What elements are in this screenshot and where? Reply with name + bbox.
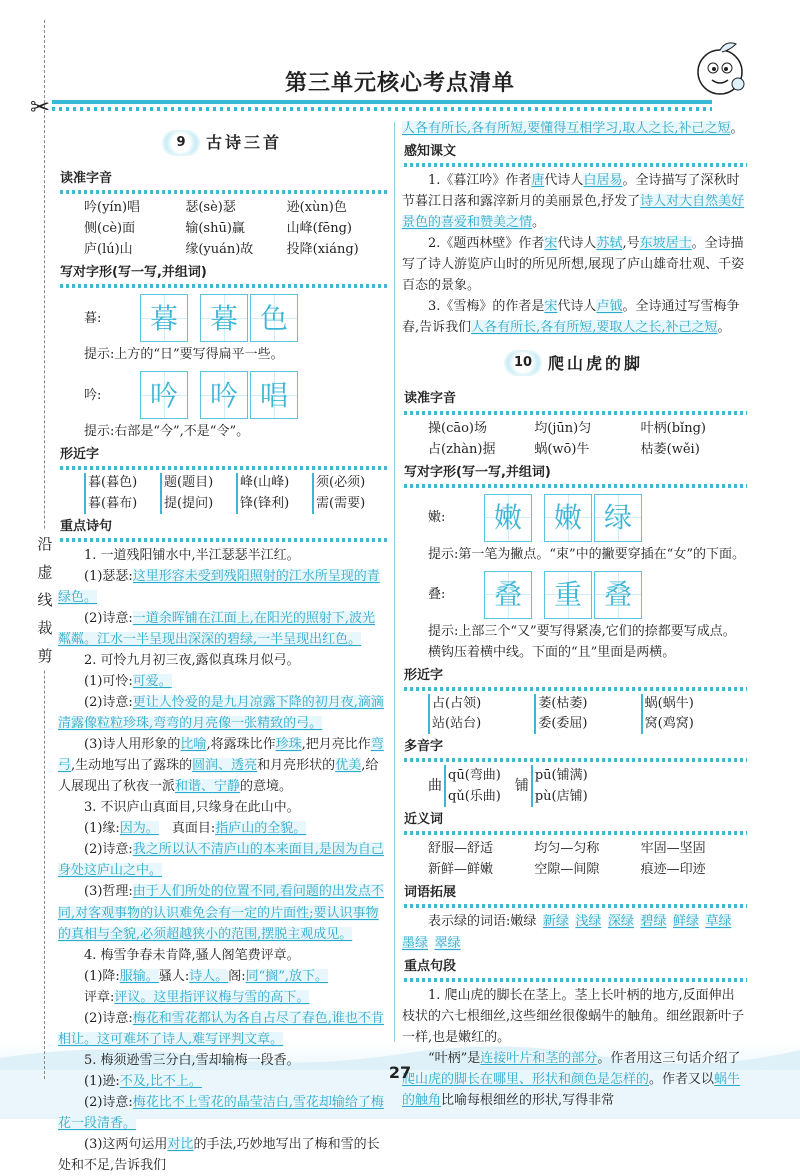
practice-box: 唱 xyxy=(250,371,298,419)
practice-box: 色 xyxy=(250,294,298,342)
lesson-title: 爬山虎的脚 xyxy=(547,353,643,373)
section-heading: 重点诗句 xyxy=(58,516,388,542)
pronunciation-item: 叶柄(bǐng) xyxy=(640,420,706,436)
section-heading: 多音字 xyxy=(402,736,747,762)
polyphone-readings: qū(弯曲) qǔ(乐曲) xyxy=(444,765,501,807)
polyphone-char: 铺 xyxy=(514,777,529,794)
annotation-continued: 人各有所长,各有所短,要懂得互相学习,取人之长,补己之短。 xyxy=(402,121,744,136)
practice-box: 重 xyxy=(544,571,592,619)
annotation: (1)瑟瑟:这里形容未受到残阳照射的江水所呈现的青绿色。 xyxy=(58,568,380,605)
pronunciation-item: 吟(yín)唱 xyxy=(84,200,141,216)
practice-box: 叠 xyxy=(484,571,532,619)
pronunciation-item: 枯萎(wěi) xyxy=(640,441,700,457)
poem-line: 1. 一道残阳铺水中,半江瑟瑟半江红。 xyxy=(84,547,300,563)
section-heading: 读准字音 xyxy=(58,168,388,194)
writing-row xyxy=(402,571,747,619)
writing-label: 暮: xyxy=(84,310,102,326)
writing-row xyxy=(58,294,388,342)
practice-box: 吟 xyxy=(200,371,248,419)
practice-box: 叠 xyxy=(594,571,642,619)
annotation: (2)诗意:我之所以认不清庐山的本来面目,是因为自己身处这庐山之中。 xyxy=(58,842,384,879)
lesson-9-header xyxy=(58,128,388,158)
scissors-icon: ✂ xyxy=(30,93,51,121)
key-passage-analysis: “叶柄”是连接叶片和茎的部分。作者用这三句话介绍了爬山虎的脚长在哪里、形状和颜色是怎样的。作者又以蜗牛的触角比喻每根细丝的形状,写得非常 xyxy=(402,1050,741,1108)
annotation: (1)可怜:可爱。 xyxy=(84,673,172,689)
synonym-list xyxy=(402,838,747,880)
right-column xyxy=(402,118,747,1111)
title-dots xyxy=(52,107,712,111)
writing-tip: 提示:上方的“日”要写得扁平一些。 xyxy=(84,347,284,363)
annotation: (2)诗意:一道余晖铺在江面上,在阳光的照射下,波光粼粼。江水一半呈现出深深的碧绿,一半呈现出红色。 xyxy=(58,610,376,647)
pronunciation-item: 占(zhàn)据 xyxy=(428,441,496,457)
practice-box: 吟 xyxy=(140,371,188,419)
pronunciation-item: 蜗(wō)牛 xyxy=(534,441,590,457)
annotation: (1)降:服输。骚人:诗人。阁:同“搁”,放下。 xyxy=(84,968,329,984)
lesson-number: 10 xyxy=(506,352,540,374)
pronunciation-item: 均(jūn)匀 xyxy=(534,420,592,436)
similar-pair: 须(必须) 需(需要) xyxy=(312,473,388,513)
cut-instruction: 沿 虚 线 裁 剪 xyxy=(34,530,56,670)
pronunciation-list xyxy=(58,197,388,260)
page-number: 27 xyxy=(388,1063,412,1082)
similar-chars xyxy=(58,473,388,513)
section-heading: 近义词 xyxy=(402,809,747,835)
similar-pair: 占(占领) 站(站台) xyxy=(428,694,534,734)
polyphone-char: 曲 xyxy=(428,777,442,794)
pronunciation-item: 山峰(fēng) xyxy=(286,221,352,237)
synonym-pair: 新鲜—鲜嫩 xyxy=(428,862,494,878)
writing-label: 嫩: xyxy=(428,510,446,526)
poem-line: 3. 不识庐山真面目,只缘身在此山中。 xyxy=(84,800,300,816)
poem-line: 5. 梅须逊雪三分白,雪却输梅一段香。 xyxy=(84,1052,300,1068)
annotation: (1)逊:不及,比不上。 xyxy=(84,1073,202,1089)
pronunciation-item: 缘(yuán)故 xyxy=(185,242,254,258)
left-column xyxy=(58,118,388,1176)
annotation: (2)诗意:梅花比不上雪花的晶莹洁白,雪花却输给了梅花一段清香。 xyxy=(58,1094,384,1131)
writing-row xyxy=(58,371,388,419)
text-note: 2.《题西林壁》作者宋代诗人苏轼,号东坡居士。全诗描写了诗人游览庐山时的所见所想,展现了庐山雄奇壮观、千姿百态的景象。 xyxy=(402,236,745,294)
title-rule xyxy=(52,100,712,104)
pronunciation-item: 输(shū)赢 xyxy=(185,221,245,237)
annotation: (2)诗意:更让人怜爱的是九月凉露下降的初月夜,滴滴清露像粒粒珍珠,弯弯的月亮像一张精致的弓。 xyxy=(58,695,384,732)
similar-pair: 蜗(蜗牛) 窝(鸡窝) xyxy=(641,694,747,734)
writing-label: 叠: xyxy=(428,587,446,603)
pronunciation-item: 侧(cè)面 xyxy=(84,221,136,237)
text-note: 1.《暮江吟》作者唐代诗人白居易。全诗描写了深秋时节暮江日落和露滓新月的美丽景色,抒发了诗人对大自然美好景色的喜爱和赞美之情。 xyxy=(402,173,745,231)
pronunciation-item: 瑟(sè)瑟 xyxy=(185,200,236,216)
key-passage: 1. 爬山虎的脚长在茎上。茎上长叶柄的地方,反面伸出枝状的六七根细丝,这些细丝很像蜗牛的触角。细丝跟新叶子一样,也是嫩红的。 xyxy=(402,987,745,1045)
annotation: (3)诗人用形象的比喻,将露珠比作珍珠,把月亮比作弯弓,生动地写出了露珠的圆润、透亮和月亮形状的优美,给人展现出了秋夜一派和谐、宁静的意境。 xyxy=(58,737,384,795)
similar-pair: 峰(山峰) 锋(锋利) xyxy=(236,473,312,513)
section-heading: 重点句段 xyxy=(402,956,747,982)
synonym-pair: 舒服—舒适 xyxy=(428,841,494,857)
writing-row xyxy=(402,494,747,542)
pronunciation-list xyxy=(402,418,747,460)
writing-tip: 提示:第一笔为撇点。“束”中的撇要穿插在“女”的下面。 xyxy=(428,546,745,562)
lesson-title: 古诗三首 xyxy=(205,133,282,153)
section-heading: 形近字 xyxy=(402,665,747,691)
section-heading: 形近字 xyxy=(58,444,388,470)
section-heading: 写对字形(写一写,并组词) xyxy=(402,462,747,488)
annotation: (3)哲理:由于人们所处的位置不同,看问题的出发点不同,对客观事物的认识难免会有一定的片面性;要认识事物的真相与全貌,必须超越狭小的范围,摆脱主观成见。 xyxy=(58,884,384,942)
annotation: (3)这两句运用对比的手法,巧妙地写出了梅和雪的长处和不足,告诉我们 xyxy=(58,1137,380,1174)
poem-line: 4. 梅雪争春未肯降,骚人阁笔费评章。 xyxy=(84,947,300,963)
polyphone-list xyxy=(402,765,747,807)
writing-tip: 提示:上部三个“又”要写得紧凑,它们的捺都要写成点。横钩压着横中线。下面的“且”里面是两横。 xyxy=(428,623,736,660)
pronunciation-item: 操(cāo)场 xyxy=(428,420,488,436)
similar-chars xyxy=(402,694,747,734)
mascot-icon xyxy=(690,38,752,100)
section-heading: 感知课文 xyxy=(402,141,747,167)
section-heading: 写对字形(写一写,并组词) xyxy=(58,262,388,288)
word-extension: 表示绿的词语:嫩绿 新绿 浅绿 深绿 碧绿 鲜绿 草绿 墨绿 翠绿 xyxy=(402,914,732,951)
annotation: 评章:评议。这里指评议梅与雪的高下。 xyxy=(84,989,310,1005)
pronunciation-item: 庐(lú)山 xyxy=(84,242,133,258)
practice-box: 嫩 xyxy=(544,494,592,542)
synonym-pair: 均匀—匀称 xyxy=(534,841,600,857)
similar-pair: 题(题目) 提(提问) xyxy=(160,473,236,513)
annotation: (2)诗意:梅花和雪花都认为各自占尽了春色,谁也不肯相让。这可难坏了诗人,难写评判文章。 xyxy=(58,1010,384,1047)
page-title: 第三单元核心考点清单 xyxy=(284,71,515,96)
poem-line: 2. 可怜九月初三夜,露似真珠月似弓。 xyxy=(84,652,300,668)
synonym-pair: 牢固—坚固 xyxy=(640,841,706,857)
practice-box: 嫩 xyxy=(484,494,532,542)
section-heading: 读准字音 xyxy=(402,388,747,414)
synonym-pair: 空隙—间隙 xyxy=(534,862,600,878)
synonym-pair: 痕迹—印迹 xyxy=(640,862,706,878)
writing-tip: 提示:右部是“今”,不是“令”。 xyxy=(84,424,250,440)
writing-label: 吟: xyxy=(84,387,102,403)
polyphone-readings: pū(铺满) pù(店铺) xyxy=(531,765,588,807)
text-note: 3.《雪梅》的作者是宋代诗人卢钺。全诗通过写雪梅争春,告诉我们人各有所长,各有所短,要取人之长,补己之短。 xyxy=(402,299,740,336)
practice-box: 暮 xyxy=(200,294,248,342)
similar-pair: 萎(枯萎) 委(委屈) xyxy=(534,694,640,734)
column-divider xyxy=(394,122,395,1042)
lesson-number: 9 xyxy=(164,132,198,154)
annotation: (1)缘:因为。 真面目:指庐山的全貌。 xyxy=(84,821,307,837)
practice-box: 绿 xyxy=(594,494,642,542)
practice-box: 暮 xyxy=(140,294,188,342)
lesson-10-header xyxy=(402,348,747,378)
pronunciation-item: 逊(xùn)色 xyxy=(286,200,347,216)
similar-pair: 暮(暮色) 暮(暮布) xyxy=(84,473,160,513)
section-heading: 词语拓展 xyxy=(402,882,747,908)
pronunciation-item: 投降(xiáng) xyxy=(286,242,359,258)
